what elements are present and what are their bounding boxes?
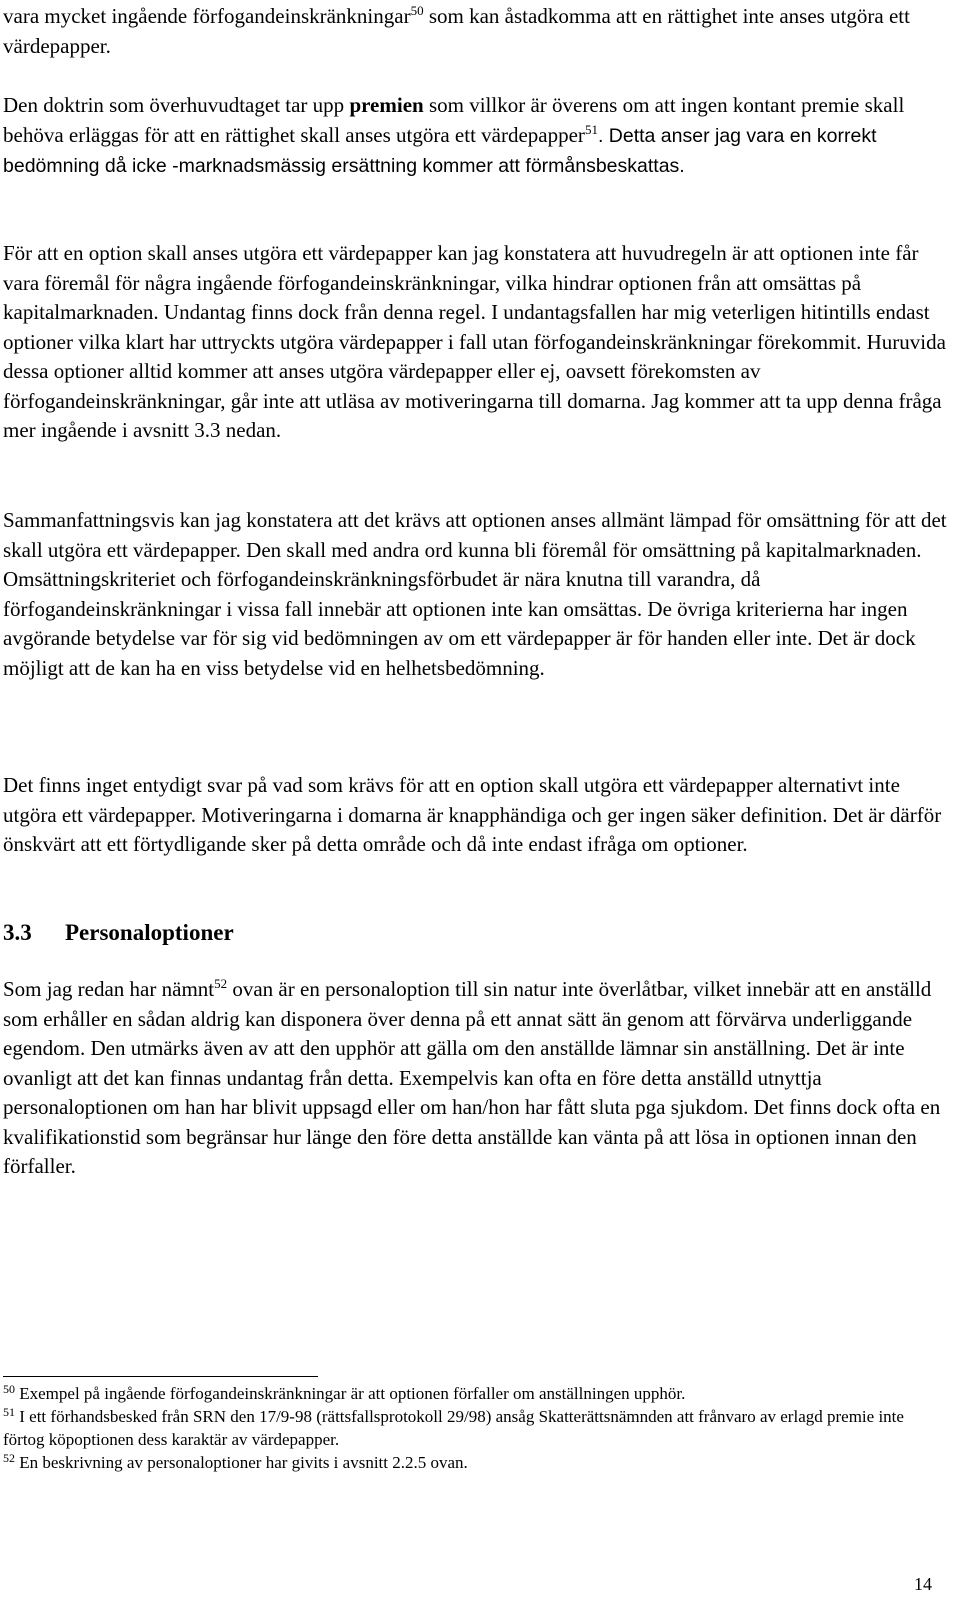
paragraph-3: För att en option skall anses utgöra ett värdepapper kan jag konstatera att huvudregeln är att optionen inte får vara föremål för några ingående förfogandeinskränkningar, vilka hindrar optionen från att omsättas på kapitalmarknaden. Undantag finns dock från denna regel. I undantagsfallen har mig veterligen hitintills endast optioner vilka klart har uttryckts utgöra värdepapper i fall utan förfogandeinskränkningar förekommit. Huruvida dessa optioner alltid kommer att anses utgöra värdepapper eller ej, oavsett förekomsten av förfogandeinskränkningar, går inte att utläsa av motiveringarna till domarna. Jag kommer att ta upp denna fråga mer ingående i avsnitt 3.3 nedan. [3,241,946,442]
paragraph-1-text-cont: som kan åstadkomma att en rättighet inte anses utgöra ett värdepapper. [3,4,910,58]
footnote-52 [3,1451,948,1474]
footnote-50 [3,1382,948,1405]
page-number: 14 [914,1574,932,1594]
section-title: Personaloptioner [65,920,234,945]
paragraph-1 [3,2,948,61]
paragraph-1-text: vara mycket ingående förfogandeinskränkningar [3,4,411,28]
footnote-number: 50 [3,1382,15,1396]
footnote-number: 51 [3,1405,15,1419]
footnote-text: Exempel på ingående förfogandeinskränkningar är att optionen förfaller om anställningen upphör. [19,1384,686,1403]
paragraph-6 [3,975,948,1182]
paragraph-4: Sammanfattningsvis kan jag konstatera att det krävs att optionen anses allmänt lämpad för omsättning för att det skall utgöra ett värdepapper. Den skall med andra ord kunna bli föremål för omsättning på kapitalmarknaden. Omsättningskriteriet och förfogandeinskränkningsförbudet är nära knutna till varandra, då förfogandeinskränkningar i vissa fall innebär att optionen inte kan omsättas. De övriga kriterierna har ingen avgörande betydelse var för sig vid bedömningen av om ett värdepapper är för handen eller inte. Det är dock möjligt att de kan ha en viss betydelse vid en helhetsbedömning. [3,508,947,680]
footnote-number: 52 [3,1451,15,1465]
section-heading [3,918,234,948]
footnote-text: I ett förhandsbesked från SRN den 17/9-98 (rättsfallsprotokoll 29/98) ansåg Skatterättsnämnden att frånvaro av erlagd premie inte förtog köpoptionen dess karaktär av värdepapper. [3,1407,904,1449]
footnote-ref-52: 52 [214,976,228,991]
paragraph-2-text: Den doktrin som överhuvudtaget tar upp [3,93,350,117]
paragraph-6-text-cont: ovan är en personaloption till sin natur inte överlåtbar, vilket innebär att en anställd som erhåller en sådan aldrig kan disponera över denna på ett annat sätt än genom att förvärva underliggande egendom. Den utmärks även av att den upphör att gälla om den anställde lämnar sin anställning. Det är inte ovanligt att det kan finnas undantag från detta. Exempelvis kan ofta en före detta anställd utnyttja personaloptionen om han har blivit uppsagd eller om han/hon har fått sluta pga sjukdom. Det finns dock ofta en kvalifikationstid som begränsar hur länge den före detta anställde kan vänta på att lösa in optionen innan den förfaller. [3,977,941,1178]
paragraph-2-text-mid: som villkor är överens om att ingen kontant premie skall behöva erläggas för att en rättighet skall anses utgöra ett värdepapper [3,93,905,147]
paragraph-2-text-cont: . Detta anser jag vara en korrekt bedömning då icke -marknadsmässig ersättning kommer att förmånsbeskattas. [3,124,877,177]
footnote-51 [3,1405,948,1451]
footnote-ref-50: 50 [410,3,424,18]
footnote-separator [3,1376,318,1377]
section-number: 3.3 [3,920,32,945]
paragraph-2 [3,91,948,182]
paragraph-6-text: Som jag redan har nämnt [3,977,215,1001]
paragraph-5: Det finns inget entydigt svar på vad som krävs för att en option skall utgöra ett värdepapper alternativt inte utgöra ett värdepapper. Motiveringarna i domarna är knapphändiga och ger ingen säker definition. Det är därför önskvärt att ett förtydligande sker på detta område och då inte endast ifråga om optioner. [3,773,942,856]
footnote-text: En beskrivning av personaloptioner har givits i avsnitt 2.2.5 ovan. [19,1453,468,1472]
emphasis-premien: premien [349,93,424,117]
footnotes [3,1382,948,1474]
footnote-ref-51: 51 [584,121,598,137]
